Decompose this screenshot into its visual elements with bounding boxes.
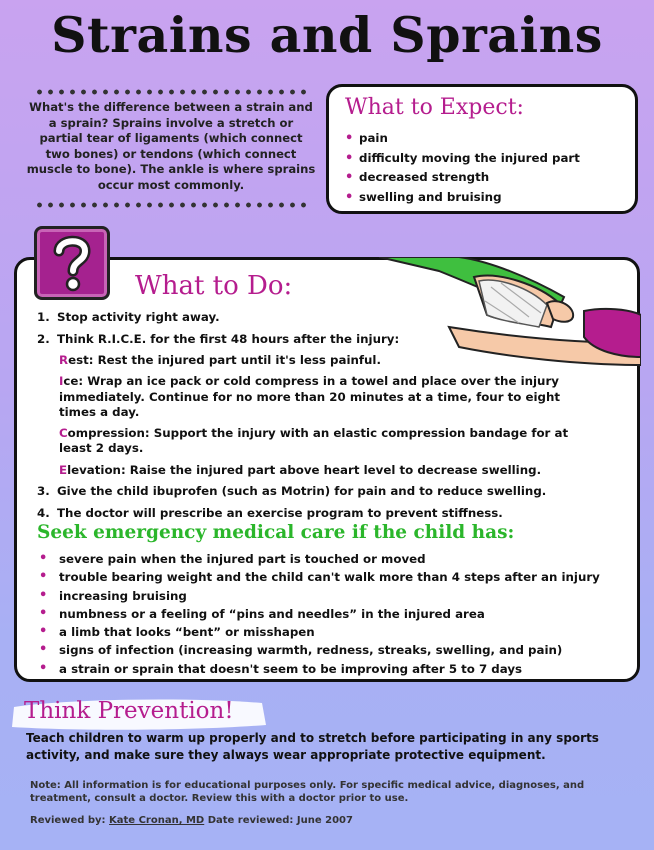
expect-item: • pain — [345, 129, 580, 149]
page-title: Strains and Sprains — [51, 6, 603, 64]
step-number: 2. — [37, 331, 50, 346]
question-mark-icon — [34, 226, 110, 300]
reviewed-label: Reviewed by: — [30, 815, 106, 826]
rice-text: ompression: Support the injury with an elastic compression bandage for at least 2 days. — [59, 426, 569, 456]
step-item — [37, 332, 603, 348]
rice-letter: R — [59, 353, 69, 367]
step-text: Stop activity right away. — [57, 310, 220, 324]
rice-text: est: Rest the injured part until it's less painful. — [68, 353, 381, 367]
rice-rest — [37, 353, 597, 368]
intro-text: What's the difference between a strain and a sprain? Sprains involve a stretch or partial tear of ligaments (which connect two bones) or tendons (which connect muscle to bone). The ankle is where sprains occur most commonly. — [26, 100, 316, 192]
step-number: 4. — [37, 505, 50, 520]
rice-text: levation: Raise the injured part above heart level to decrease swelling. — [67, 462, 542, 477]
top-dot-divider — [34, 88, 306, 96]
review-info — [30, 815, 353, 826]
expect-item: • difficulty moving the injured part — [345, 149, 580, 169]
rice-letter: I — [59, 374, 64, 389]
step-item — [37, 506, 603, 522]
what-to-do-box — [14, 257, 640, 682]
review-date: Date reviewed: June 2007 — [207, 815, 353, 826]
seek-care-list — [37, 550, 627, 678]
step-item — [37, 484, 603, 500]
what-to-do-title: What to Do: — [135, 271, 293, 301]
expect-title: What to Expect: — [345, 95, 524, 120]
rice-elevation — [37, 463, 597, 478]
step-text: Think R.I.C.E. for the first 48 hours after the injury: — [57, 331, 400, 346]
bottom-dot-divider — [34, 201, 306, 209]
seek-item: • increasing bruising — [37, 587, 627, 605]
rice-compression — [37, 426, 597, 457]
seek-item: • trouble bearing weight and the child can't walk more than 4 steps after an injury — [37, 568, 627, 586]
seek-item: • a strain or sprain that doesn't seem to be improving after 5 to 7 days — [37, 660, 627, 678]
seek-care-title: Seek emergency medical care if the child has: — [37, 522, 515, 543]
seek-item: • signs of infection (increasing warmth, redness, streaks, swelling, and pain) — [37, 641, 627, 659]
expect-list — [345, 129, 580, 207]
prevention-text: Teach children to warm up properly and to stretch before participating in any sports activity, and make sure they always wear appropriate protective equipment. — [26, 731, 599, 762]
seek-item: • a limb that looks “bent” or misshapen — [37, 623, 627, 641]
step-text: Give the child ibuprofen (such as Motrin) for pain and to reduce swelling. — [57, 484, 547, 499]
step-number: 3. — [37, 484, 50, 499]
step-text: The doctor will prescribe an exercise program to prevent stiffness. — [57, 505, 503, 520]
rice-ice — [37, 374, 597, 420]
prevention-title: Think Prevention! — [24, 698, 234, 724]
rice-text: ce: Wrap an ice pack or cold compress in a towel and place over the injury immediately. Continue for no more than 20 minutes at a time, four to eight times a day. — [59, 374, 561, 419]
steps-list — [37, 310, 603, 527]
seek-item: • numbness or a feeling of “pins and needles” in the injured area — [37, 605, 627, 623]
step-item — [37, 310, 603, 326]
expect-item: • swelling and bruising — [345, 188, 580, 208]
what-to-expect-box — [326, 84, 638, 214]
seek-item: • severe pain when the injured part is touched or moved — [37, 550, 627, 568]
expect-item: • decreased strength — [345, 168, 580, 188]
reviewer-name: Kate Cronan, MD — [109, 815, 205, 826]
rice-letter: C — [59, 426, 68, 441]
step-number: 1. — [37, 310, 50, 324]
rice-letter: E — [59, 462, 68, 477]
disclaimer-note: Note: All information is for educational purposes only. For specific medical advice, diagnoses, and treatment, consult a doctor. Review this with a doctor prior to use. — [30, 780, 585, 804]
